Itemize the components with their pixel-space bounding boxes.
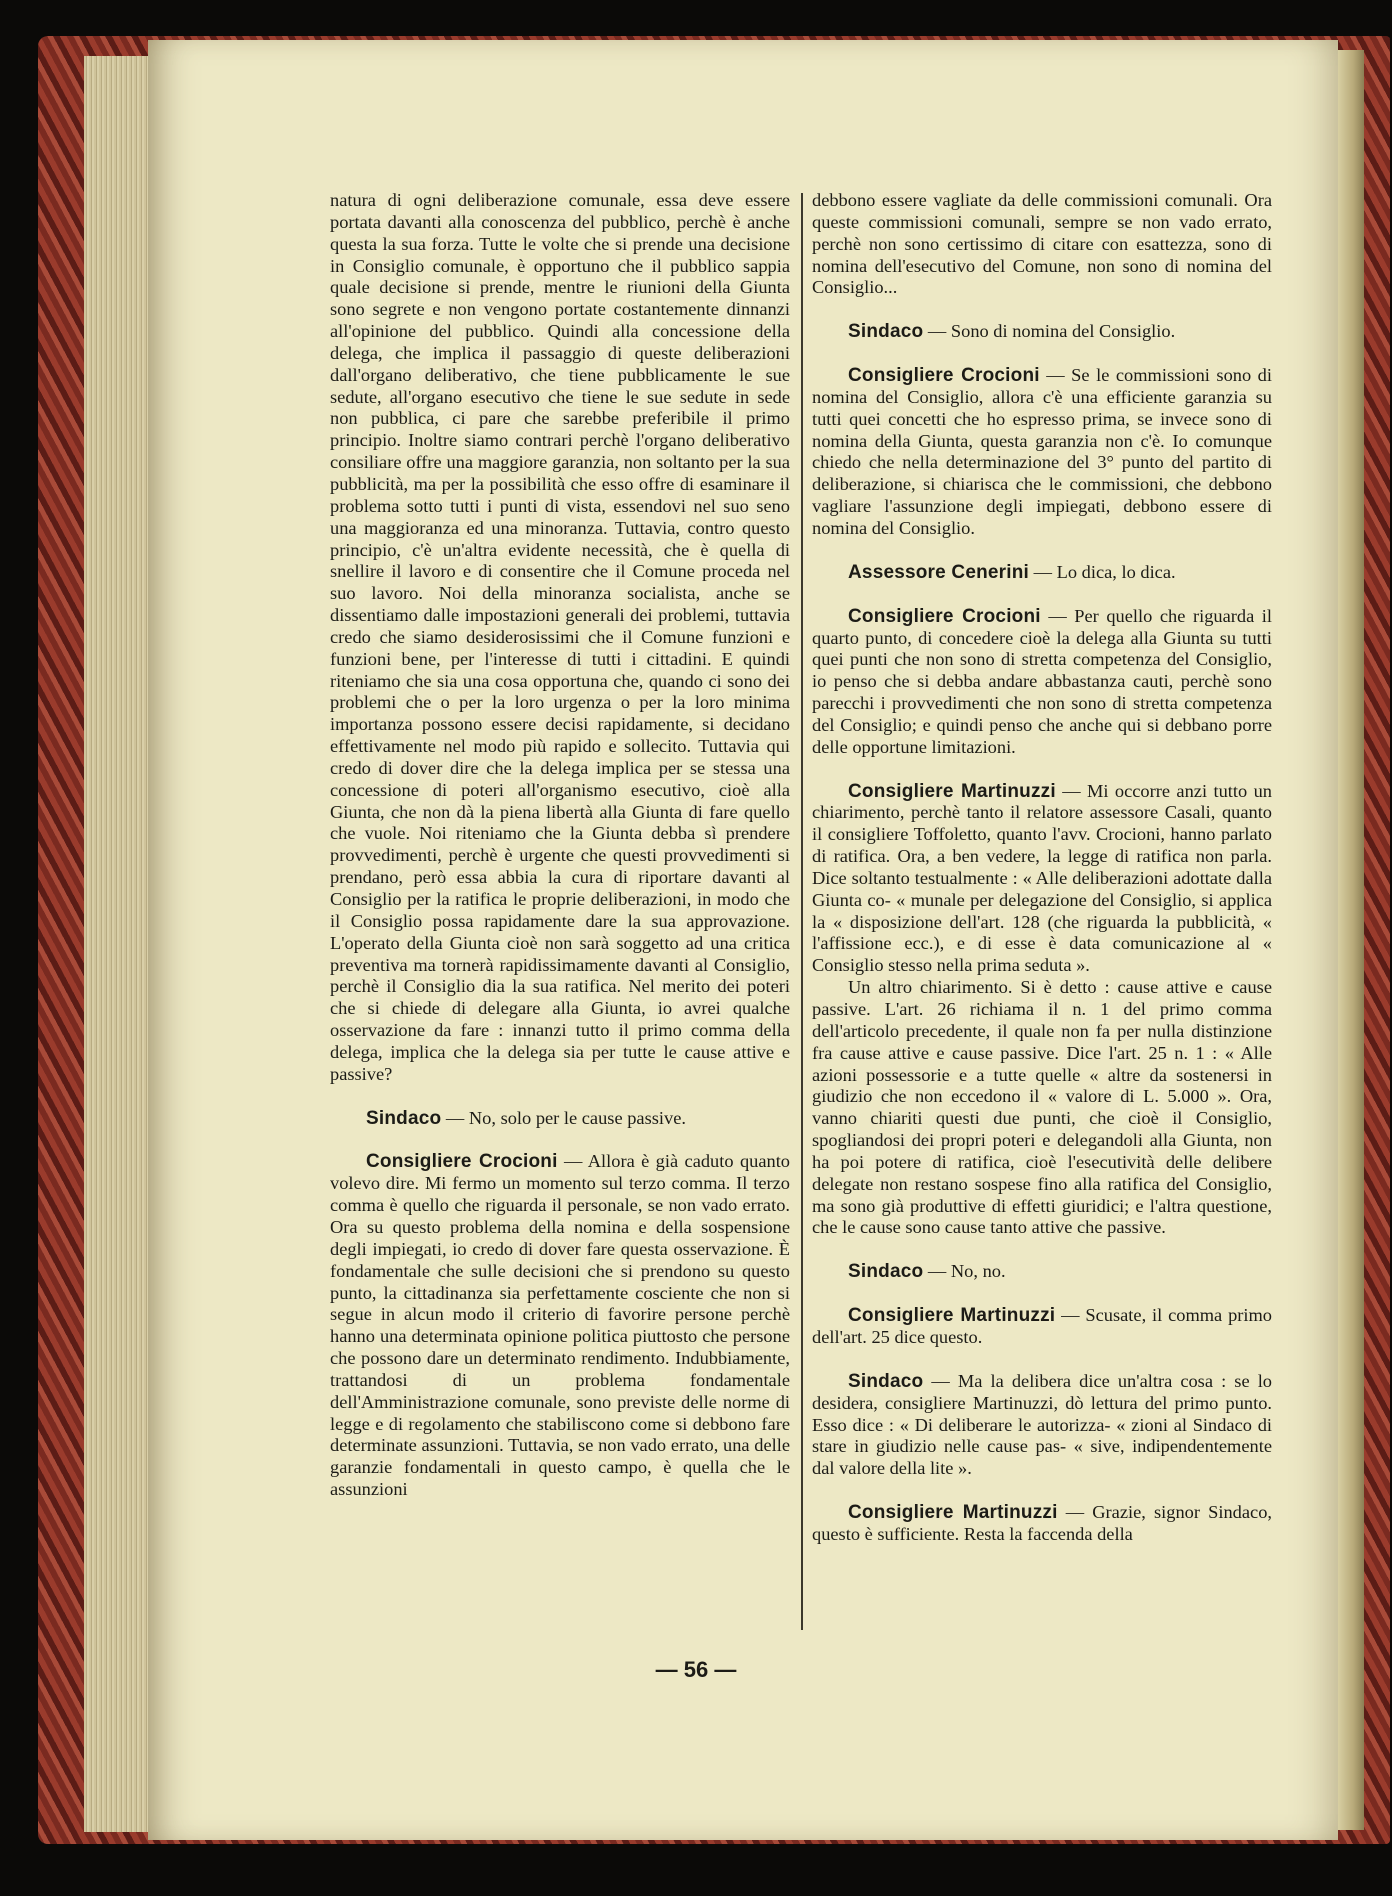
speaker-name: Assessore Cenerini [848,561,1030,583]
paragraph: Consigliere Martinuzzi — Mi occorre anzi tutto un chiarimento, perchè tanto il relatore assessore Casali, quanto il consigliere Toffoletto, quanto l'avv. Crocioni, hanno parlato di ratifica. Ora, a ben vedere, la legge di ratifica non parla. Dice soltanto testualmente : « Alle deliberazioni adottate dalla Giunta co- « munale per delegazione del Consiglio, si applica la « disposizione dell'art. 128 (che riguarda la pubblicità, « l'affissione ecc.), e di esse è data comunicazione al « Consiglio stesso nella prima seduta ». [812,780,1272,976]
speaker-name: Sindaco [848,1261,924,1283]
speaker-name: Sindaco [848,1370,924,1392]
paragraph: Sindaco — No, no. [848,1261,1006,1283]
speaker-name: Sindaco [366,1107,442,1129]
speaker-name: Consigliere Crocioni [848,365,1040,387]
column-divider [801,193,803,1630]
paragraph: Consigliere Crocioni — Per quello che riguarda il quarto punto, di concedere cioè la delega alla Giunta su tutti quei punti che non sono di stretta competenza del Consiglio, io penso che si debba andare abbastanza cauti, perchè sono parecchi i provvedimenti che non sono di stretta competenza del Consiglio; e quindi penso che anche qui si debbano porre delle opportune limitazioni. [812,605,1272,757]
paragraph: Consigliere Martinuzzi — Grazie, signor Sindaco, questo è sufficiente. Resta la faccenda della [812,1502,1272,1544]
paragraph: Sindaco — Sono di nomina del Consiglio. [848,321,1176,343]
paragraph: Consigliere Crocioni — Allora è già caduto quanto volevo dire. Mi fermo un momento sul terzo comma. Il terzo comma è quello che riguarda il personale, se non vado errato. Ora su questo problema della nomina e della sospensione degli impiegati, io credo di dover fare questa osservazione. È fondamentale che sulle decisioni che si prendono su questo punto, la cittadinanza sia perfettamente cosciente che non si segue in alcun modo il criterio di favorire persone perchè hanno una determinata opinione politica piuttosto che persone che possono dare un determinato rendimento. Indubbiamente, trattandosi di un problema fondamentale dell'Amministrazione comunale, sono previste delle norme di legge e di regolamento che stabiliscono come si debbono fare determinate assunzioni. Tuttavia, se non vado errato, una delle garanzie fondamentali in questo campo, è quella che le assunzioni [330,1151,790,1500]
speaker-name: Consigliere Crocioni [366,1151,558,1173]
paragraph: Assessore Cenerini — Lo dica, lo dica. [848,561,1176,583]
page-fore-edge [1338,50,1364,1830]
paragraph: Sindaco — Ma la delibera dice un'altra cosa : se lo desidera, consigliere Martinuzzi, dò lettura del primo punto. Esso dice : « Di deliberare le autorizza- « zioni al Sindaco di stare in giudizio nelle cause pas- « sive, indipendentemente dal valore della lite ». [812,1370,1272,1479]
speaker-name: Consigliere Crocioni [848,605,1041,627]
left-column [330,190,790,1640]
paragraph: Consigliere Crocioni — Se le commissioni sono di nomina del Consiglio, allora c'è una efficiente garanzia su tutti quei concetti che ho espresso prima, se invece sono di nomina della Giunta, questa garanzia non c'è. Io comunque chiedo che nella determinazione del 3° punto del partito di deliberazione, si chiarisca che le commissioni, che debbono vagliare l'assunzione degli impiegati, debbono essere di nomina del Consiglio. [812,365,1272,538]
right-column [812,190,1272,1640]
paragraph: debbono essere vagliate da delle commissioni comunali. Ora queste commissioni comunali, sempre se non vado errato, perchè non sono certissimo di citare con esattezza, sono di nomina dell'esecutivo del Comune, non sono di nomina del Consiglio... [812,190,1272,298]
speaker-name: Consigliere Martinuzzi [848,780,1056,802]
page-number: — 56 — [655,1657,737,1682]
paragraph: Un altro chiarimento. Si è detto : cause attive e cause passive. L'art. 26 richiama il n. 1 del primo comma dell'articolo precedente, il quale non fa per nulla distinzione fra cause attive e cause passive. Dice l'art. 25 n. 1 : « Alle azioni possessorie e a tutte quelle « altre da sostenersi in giudizio che non eccedono il « valore di L. 5.000 ». Ora, vanno chiariti questi due punti, che cioè il Consiglio, spogliandosi dei propri poteri e delegandoli alla Giunta, non ha poi potere di ratifica, cioè l'esecutività delle delibere delegate non restano sospese fino alla ratifica del Consiglio, ma sono già produttive di effetti giuridici; e l'altra questione, che le cause sono cause tanto attive che passive. [812,977,1272,1238]
paragraph: Sindaco — No, solo per le cause passive. [366,1107,686,1129]
paragraph: Consigliere Martinuzzi — Scusate, il comma primo dell'art. 25 dice questo. [812,1305,1272,1347]
paragraph: natura di ogni deliberazione comunale, essa deve essere portata davanti alla conoscenza del pubblico, perchè è anche questa la sua forza. Tutte le volte che si prende una decisione in Consiglio comunale, è opportuno che il pubblico sappia quale decisione si prende, mentre le riunioni della Giunta sono segrete e non vengono portate costantemente dinnanzi all'opinione del pubblico. Quindi alla concessione della delega, che implica il passaggio di queste deliberazioni dall'organo deliberativo, che tiene pubblicamente le sue sedute, all'organo esecutivo che tiene le sue sedute in sede non pubblica, ci pare che sarebbe preferibile il primo principio. Inoltre siamo contrari perchè l'organo deliberativo consiliare offre una maggiore garanzia, non soltanto per la sua pubblicità, ma per la possibilità che esso offre di esaminare il problema sotto tutti i punti di vista, essendovi nel suo seno una maggioranza ed una minoranza. Tuttavia, contro questo principio, c'è un'altra evidente necessità, che è quella di snellire il lavoro e di consentire che il Comune proceda nel suo lavoro. Noi della minoranza socialista, anche se dissentiamo dalle impostazioni generali dei problemi, tuttavia credo che siamo desiderosissimi che il Comune funzioni e funzioni bene, per l'interesse di tutti i cittadini. E quindi riteniamo che sia una cosa opportuna che, quando ci sono dei problemi che o per la loro urgenza o per la loro minima importanza possono essere decisi rapidamente, si decidano effettivamente nel modo più rapido e sollecito. Tuttavia qui credo di dover dire che la delega implica per se stessa una concessione di poteri all'organismo esecutivo, cioè alla Giunta, che non dà la piena libertà alla Giunta di fare quello che vuole. Noi riteniamo che la Giunta debba sì prendere provvedimenti, perchè è urgente che questi provvedimenti si prendano, però essa abbia la cura di riportare davanti al Consiglio per la ratifica le proprie deliberazioni, in modo che il Consiglio possa rapidamente dare la sua approvazione. L'operato della Giunta cioè non sarà soggetto ad una critica preventiva ma tornerà rapidissimamente davanti al Consiglio, perchè il Consiglio dia la sua ratifica. Nel merito dei poteri che si chiede di delegare alla Giunta, io avrei qualche osservazione da fare : innanzi tutto il primo comma della delega, implica che la delega sia per tutte le cause attive e passive? [330,190,790,1084]
page-edges [84,56,156,1832]
speaker-name: Consigliere Martinuzzi [848,1305,1056,1327]
speaker-name: Consigliere Martinuzzi [848,1502,1058,1524]
speaker-name: Sindaco [848,321,924,343]
